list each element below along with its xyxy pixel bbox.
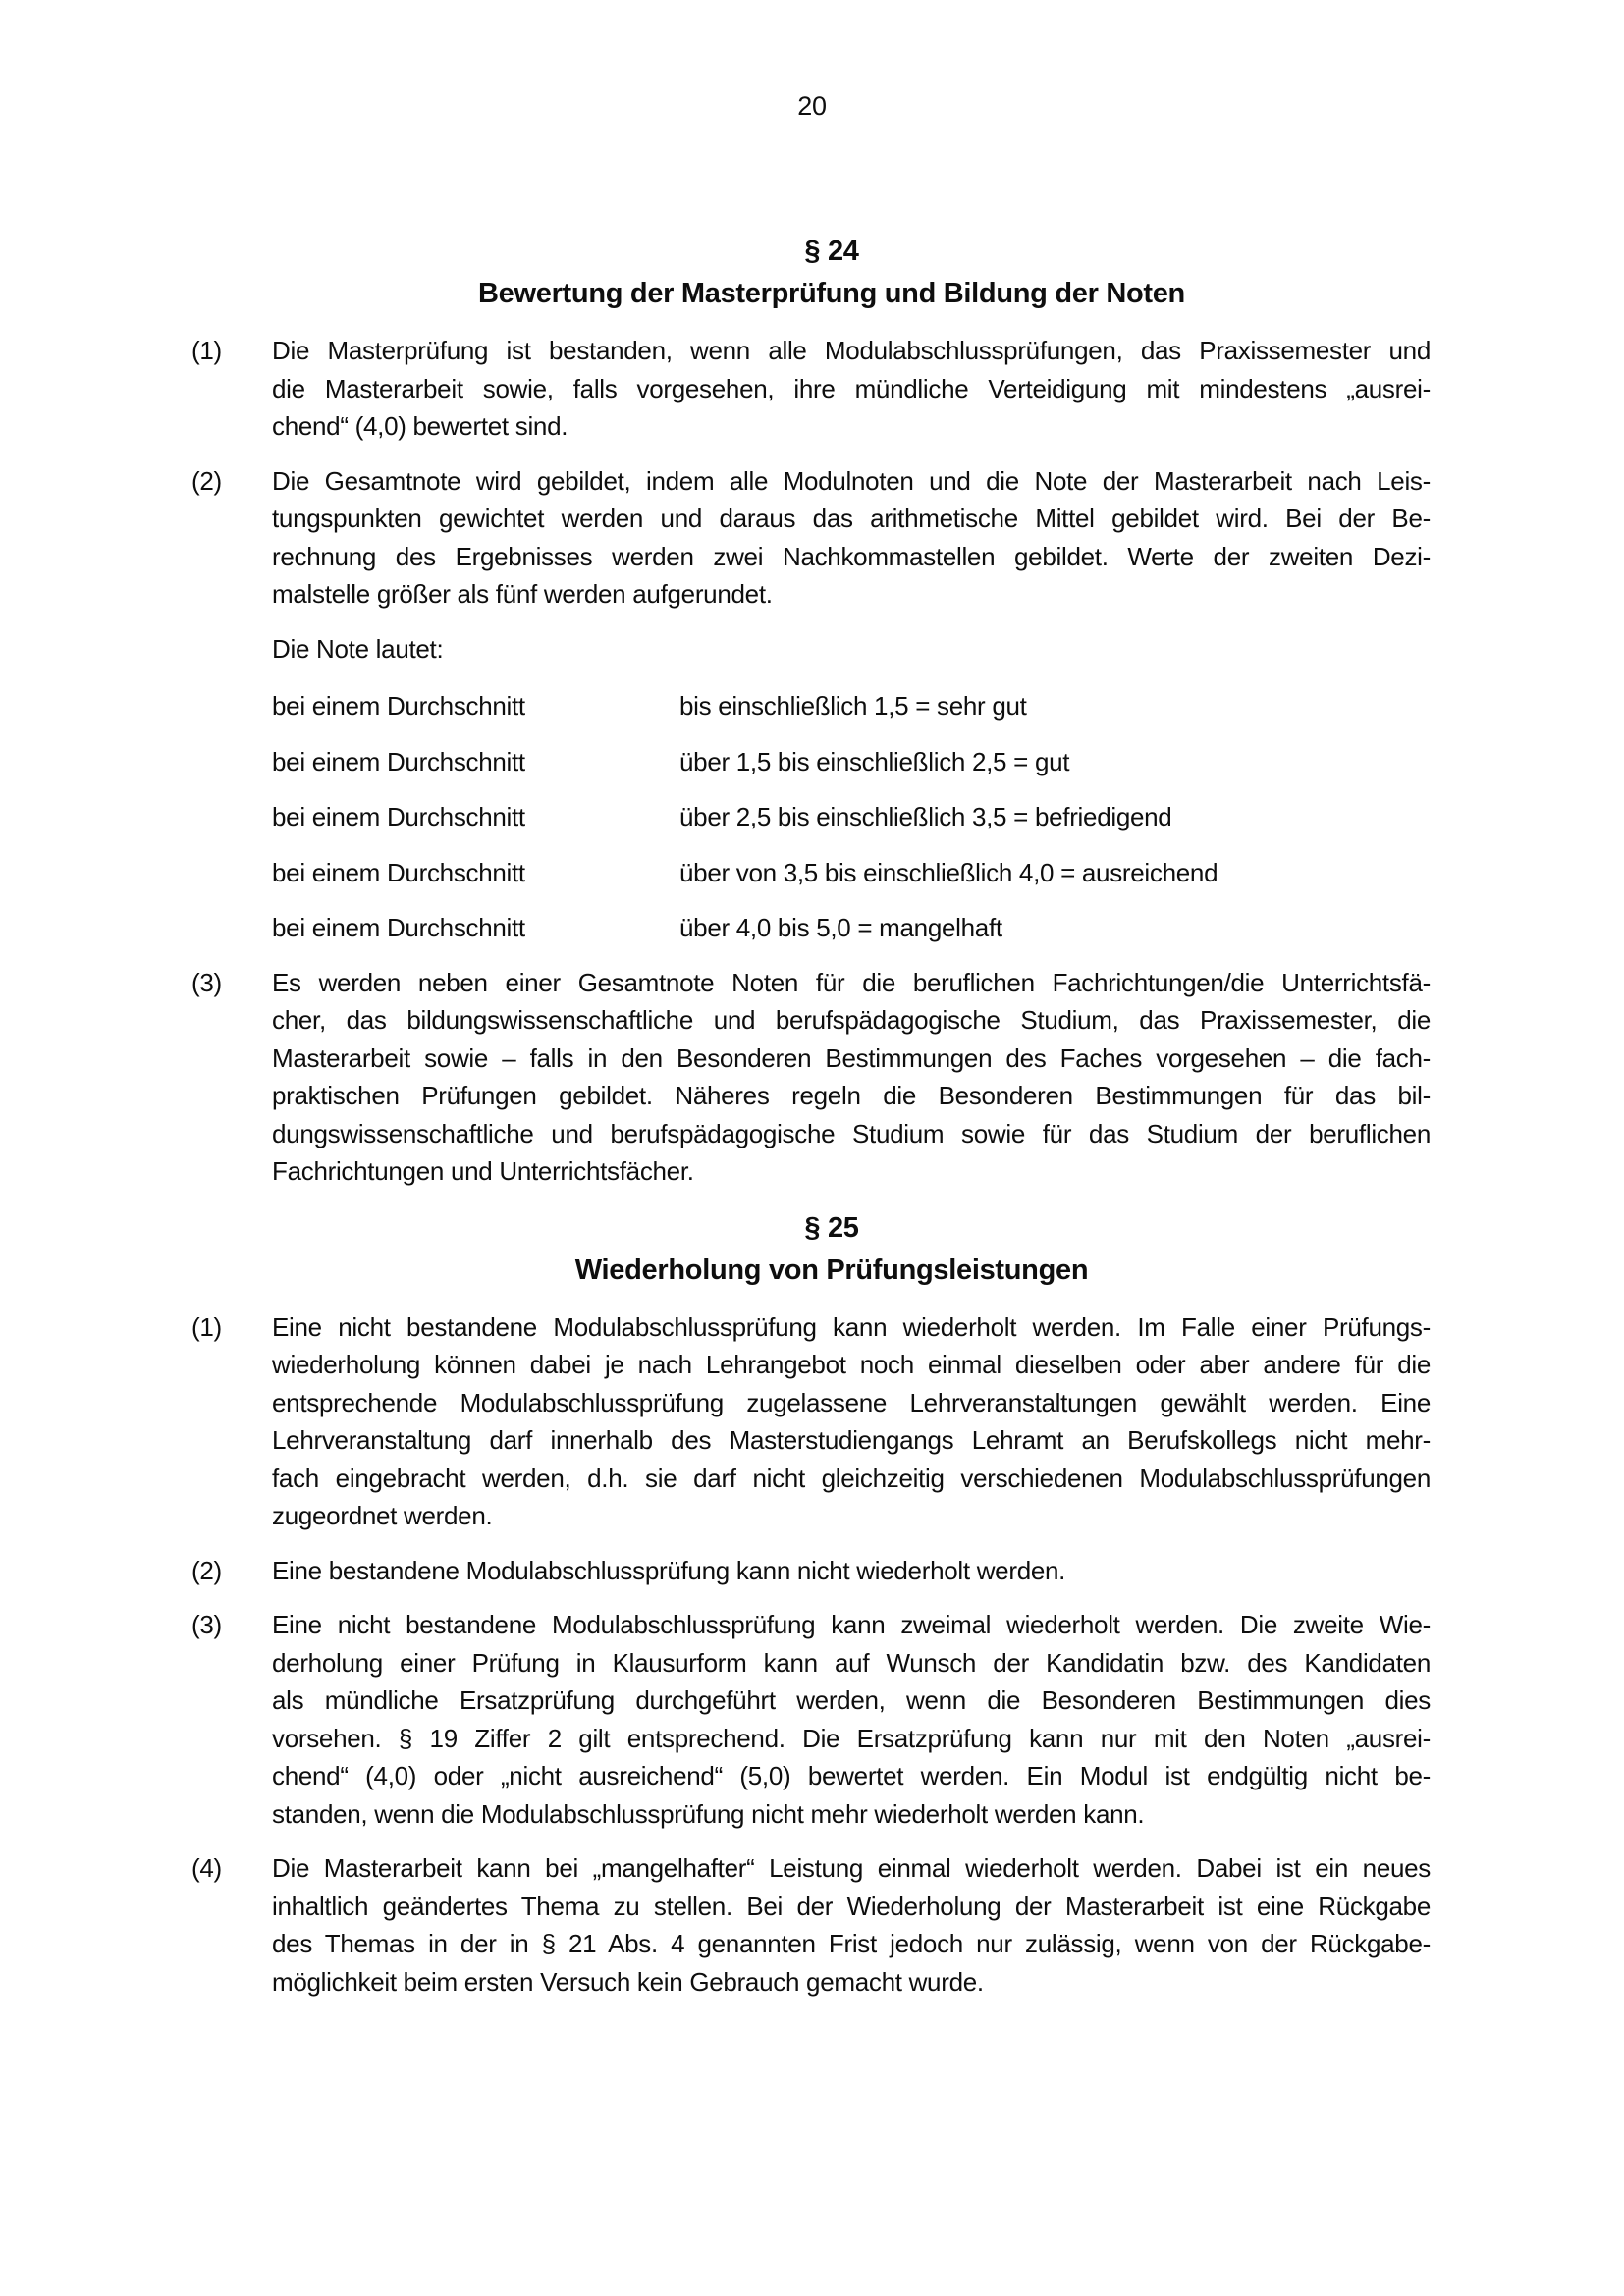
paragraph (191, 332, 1431, 446)
paragraph-line: chend“ (4,0) bewertet sind. (272, 411, 568, 441)
grade-condition: bei einem Durchschnitt (272, 802, 525, 831)
paragraph-line: inhaltlich geändertes Thema zu stellen. Bei der Wiederholung der Masterarbeit ist eine Rückgabe (272, 1891, 1431, 1921)
grade-result: bis einschließlich 1,5 = sehr gut (679, 691, 1027, 721)
grade-condition: bei einem Durchschnitt (272, 691, 525, 721)
section (191, 231, 1431, 1191)
paragraph-marker: (4) (191, 1853, 222, 1883)
grade-result: über von 3,5 bis einschließlich 4,0 = ausreichend (679, 857, 1218, 887)
grade-result: über 1,5 bis einschließlich 2,5 = gut (679, 746, 1070, 776)
paragraph-line: praktischen Prüfungen gebildet. Näheres regeln die Besonderen Bestimmungen für das bil- (272, 1081, 1431, 1110)
paragraph-marker: (1) (191, 1311, 222, 1342)
note-paragraph (272, 630, 1431, 668)
section-number: § 25 (804, 1211, 859, 1244)
paragraph-line: als mündliche Ersatzprüfung durchgeführt werden, wenn die Besonderen Bestimmungen dies (272, 1685, 1431, 1715)
paragraph-line: vorsehen. § 19 Ziffer 2 gilt entsprechend. Die Ersatzprüfung kann nur mit den Noten „ausrei- (272, 1723, 1431, 1753)
section-title: Wiederholung von Prüfungsleistungen (574, 1254, 1089, 1286)
paragraph-line: wiederholung können dabei je nach Lehrangebot noch einmal dieselben oder aber andere für die (272, 1350, 1431, 1379)
grade-result: über 4,0 bis 5,0 = mangelhaft (679, 913, 1002, 942)
paragraph-line: Eine nicht bestandene Modulabschlussprüfung kann wiederholt werden. Im Falle einer Prüfungs- (272, 1311, 1431, 1342)
section-title: Bewertung der Masterprüfung und Bildung der Noten (478, 278, 1185, 309)
paragraph-line: dungswissenschaftliche und berufspädagogische Studium sowie für das Studium der beruflichen (272, 1118, 1431, 1148)
grade-row (272, 909, 1431, 947)
paragraph (191, 1606, 1431, 1833)
paragraph-marker: (2) (191, 465, 222, 496)
paragraph-line: fach eingebracht werden, d.h. sie darf nicht gleichzeitig verschiedenen Modulabschlussprüfungen (272, 1463, 1431, 1493)
grade-result: über 2,5 bis einschließlich 3,5 = befriedigend (679, 802, 1172, 831)
paragraph (191, 1849, 1431, 2001)
paragraph-line: Eine bestandene Modulabschlussprüfung kann nicht wiederholt werden. (272, 1555, 1066, 1585)
paragraph-line: Es werden neben einer Gesamtnote Noten für die beruflichen Fachrichtungen/die Unterrichtsfä- (272, 967, 1431, 997)
paragraph-line: cher, das bildungswissenschaftliche und berufspädagogische Studium, das Praxissemester, die (272, 1005, 1431, 1035)
paragraph-line: rechnung des Ergebnisses werden zwei Nachkommastellen gebildet. Werte der zweiten Dezi- (272, 541, 1431, 571)
paragraph-line: Fachrichtungen und Unterrichtsfächer. (272, 1156, 694, 1186)
paragraph-line: Die Gesamtnote wird gebildet, indem alle Modulnoten und die Note der Masterarbeit nach Leis- (272, 465, 1431, 496)
paragraph-marker: (3) (191, 967, 222, 997)
paragraph-line: standen, wenn die Modulabschlussprüfung nicht mehr wiederholt werden kann. (272, 1798, 1145, 1829)
grade-row (272, 743, 1431, 781)
grade-row (272, 798, 1431, 836)
paragraph-line: des Themas in der in § 21 Abs. 4 genannten Frist jedoch nur zulässig, wenn von der Rückgabe- (272, 1929, 1431, 1958)
paragraph-line: Die Masterarbeit kann bei „mangelhafter“ Leistung einmal wiederholt werden. Dabei ist ein neues (272, 1853, 1431, 1883)
paragraph-line: chend“ (4,0) oder „nicht ausreichend“ (5,0) bewertet werden. Ein Modul ist endgültig nicht be- (272, 1761, 1431, 1790)
paragraph-line: Masterarbeit sowie – falls in den Besonderen Bestimmungen des Faches vorgesehen – die fach- (272, 1042, 1431, 1073)
paragraph (191, 462, 1431, 614)
section-number: § 24 (804, 236, 859, 267)
paragraph-marker: (2) (191, 1555, 222, 1585)
paragraph-line: malstelle größer als fünf werden aufgerundet. (272, 579, 773, 609)
paragraph-line: zugeordnet werden. (272, 1501, 493, 1530)
section-heading (233, 1207, 1431, 1292)
grade-row (272, 854, 1431, 892)
paragraph-line: derholung einer Prüfung in Klausurform kann auf Wunsch der Kandidatin bzw. des Kandidaten (272, 1647, 1431, 1678)
section (191, 1207, 1431, 2002)
paragraph (191, 1308, 1431, 1535)
grade-table (272, 687, 1431, 947)
grade-condition: bei einem Durchschnitt (272, 857, 525, 887)
paragraph-marker: (3) (191, 1610, 222, 1639)
paragraph-line: entsprechende Modulabschlussprüfung zugelassene Lehrveranstaltungen gewählt werden. Eine (272, 1387, 1431, 1417)
document-body (191, 0, 1431, 2017)
page-number: 20 (797, 91, 827, 121)
grade-row (272, 687, 1431, 725)
paragraph-line: Lehrveranstaltung darf innerhalb des Masterstudiengangs Lehramt an Berufskollegs nicht mehr- (272, 1425, 1431, 1455)
paragraph-line: Die Note lautet: (272, 633, 444, 664)
grade-condition: bei einem Durchschnitt (272, 746, 525, 776)
paragraph-line: Eine nicht bestandene Modulabschlussprüfung kann zweimal wiederholt werden. Die zweite Wie- (272, 1610, 1431, 1639)
paragraph-marker: (1) (191, 336, 222, 365)
section-heading (233, 231, 1431, 315)
grade-condition: bei einem Durchschnitt (272, 913, 525, 942)
paragraph-line: tungspunkten gewichtet werden und daraus das arithmetische Mittel gebildet wird. Bei der Be- (272, 504, 1431, 533)
paragraph-line: Die Masterprüfung ist bestanden, wenn alle Modulabschlussprüfungen, das Praxissemester und (272, 336, 1431, 365)
paragraph-line: möglichkeit beim ersten Versuch kein Gebrauch gemacht wurde. (272, 1966, 984, 1997)
paragraph-line: die Masterarbeit sowie, falls vorgesehen, ihre mündliche Verteidigung mit mindestens „ausrei- (272, 373, 1431, 403)
paragraph (191, 964, 1431, 1191)
paragraph (191, 1552, 1431, 1590)
